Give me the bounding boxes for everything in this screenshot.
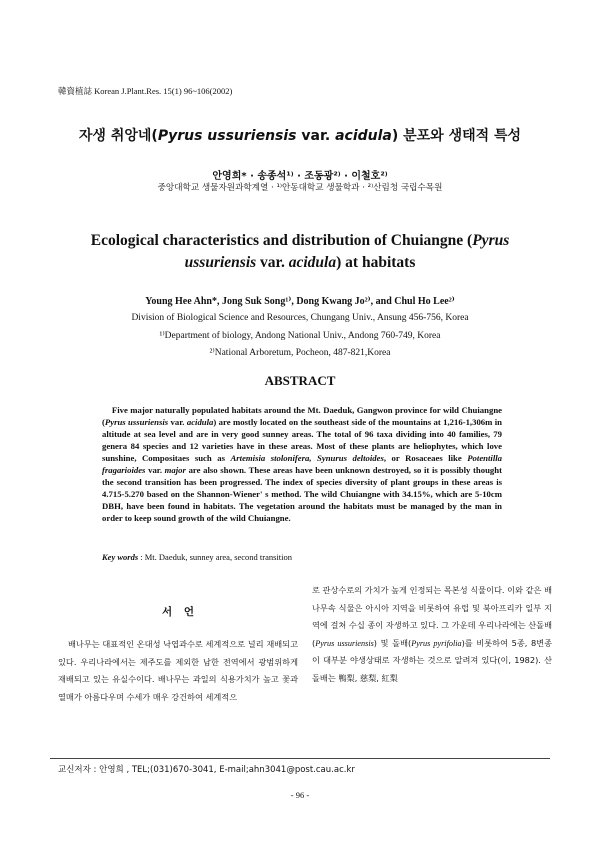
korean-affiliations: 중앙대학교 생물자원과학계열 · ¹⁾안동대학교 생물학과 · ²⁾산림청 국립수목원 xyxy=(157,183,443,193)
english-title: Ecological characteristics and distribution of Chuiangne (Pyrus ussuriensis var. acidula) at habitats xyxy=(90,232,510,271)
column-2-text: 로 관상수로의 가치가 높게 인정되는 목본성 식물이다. 이와 같은 배나무속 식물은 아시아 지역을 비롯하여 유럽 및 북아프리카 일부 지역에 걸쳐 수십 종이 자생하고 있다. 그 가운데 우리나라에는 산돌배(Pyrus ussuriensis) 및 돌배(Pyrus pyrifolia)를 비롯하여 5종, 8변종이 대부분 야생상태로 자생하는 것으로 알려져 있다(이, 1982). 산돌배는 鴨梨, 慈梨, 紅梨 xyxy=(312,585,553,683)
column-1-text: 배나무는 대표적인 온대성 낙엽과수로 세계적으로 널리 재배되고 있다. 우리나라에서는 제주도를 제외한 남한 전역에서 광범위하게 재배되고 있는 유실수이다. 배나무는 과일의 식용가치가 높고 꽃과 열매가 아름다우며 수세가 매우 강건하여 세계적으 xyxy=(58,639,298,702)
page-number: - 96 - xyxy=(290,790,310,800)
affiliation-2: ¹⁾Department of biology, Andong National Univ., Andong 760-749, Korea xyxy=(159,331,441,341)
journal-citation: 韓資植誌 Korean J.Plant.Res. 15(1) 96~106(2002) xyxy=(58,86,233,96)
footnote-divider xyxy=(50,758,550,759)
english-authors: Young Hee Ahn*, Jong Suk Song¹⁾, Dong Kwang Jo²⁾, and Chul Ho Lee²⁾ xyxy=(145,296,455,307)
korean-title: 자생 취앙네(Pyrus ussuriensis var. acidula) 분포와 생태적 특성 xyxy=(78,128,522,144)
abstract-heading: ABSTRACT xyxy=(264,373,336,388)
keywords: Key words : Mt. Daeduk, sunney area, second transition xyxy=(102,552,293,562)
section-heading-introduction: 서 언 xyxy=(162,606,198,618)
corresponding-author-footnote: 교신저자 : 안영희 , TEL;(031)670-3041, E-mail;ahn3041@post.cau.ac.kr xyxy=(58,765,355,775)
abstract-body: Five major naturally populated habitats around the Mt. Daeduk, Gangwon province for wild Chuiangne (Pyrus ussuriensis var. acidula) are mostly located on the southeast side of the mountains at 1,216-1,306m in altitude at sea level and are in very good sunney areas. The total of 96 taxa dividing into 40 families, 79 genera 84 species and 12 varieties have in these areas. Most of these plants are heliophytes, which love sunshine, Compositaes such as Artemisia stolonifera, Synurus deltoides, or Rosaceaes like Potentilla fragarioides var. major are also shown. These areas have been unknown destroyed, so it is possibly thought the second transition has been progressed. The index of species diversity of plant groups in these areas is 4.715-5.270 based on the Shannon-Wiener' s method. The wild Chuiangne with 34.15%, which are 5-10cm DBH, have been found in habitats. The vegetation around the habitats must be managed by the man in order to keep sound growth of the wild Chuiangne. xyxy=(102,405,503,523)
affiliation-1: Division of Biological Science and Resources, Chungang Univ., Ansung 456-756, Korea xyxy=(131,313,469,323)
affiliation-3: ²⁾National Arboretum, Pocheon, 487-821,Korea xyxy=(209,348,391,358)
korean-authors: 안영희* · 송종석¹⁾ · 조동광²⁾ · 이철호²⁾ xyxy=(212,171,388,182)
